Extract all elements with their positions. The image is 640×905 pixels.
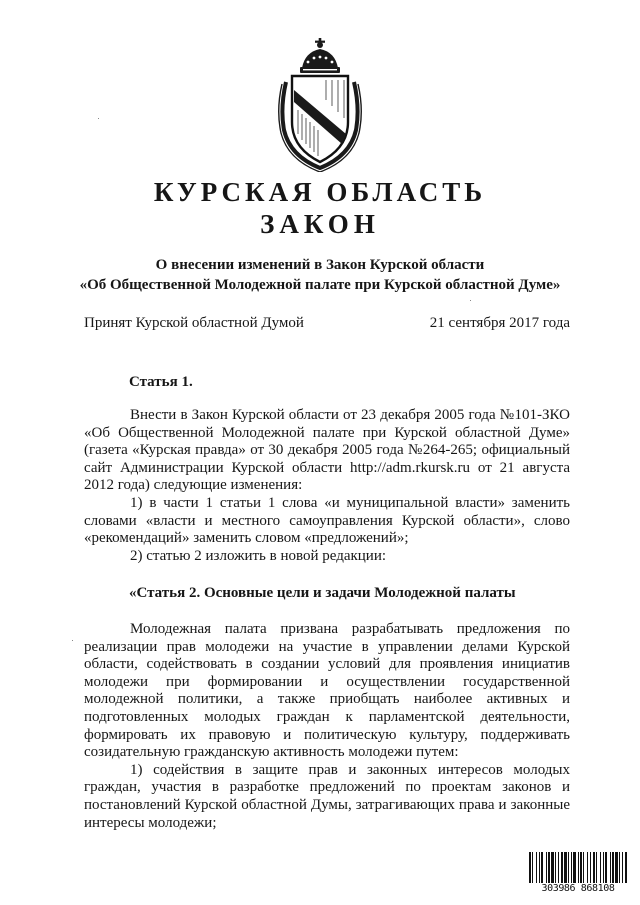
law-title-line: «Об Общественной Молодежной палате при Курской областной Думе»: [79, 277, 561, 293]
article-2-heading: «Статья 2. Основные цели и задачи Молодежной палаты: [129, 585, 516, 601]
scan-speck: [72, 640, 73, 641]
barcode-number: 303986 868108: [528, 883, 628, 894]
paragraph: Внести в Закон Курской области от 23 декабря 2005 года №101-ЗКО «Об Общественной Молодежной палате при Курской областной Думе» (газета «Курская правда» от 30 декабря 2005 года №264-265; официальный сайт Администрации Курской области http://adm.rkursk.ru от 21 августа 2012 года) следующие изменения:: [84, 407, 570, 494]
law-title-line: О внесении изменений в Закон Курской области: [155, 257, 485, 273]
document-type-heading: ЗАКОН: [260, 209, 380, 239]
scan-speck: [470, 300, 471, 301]
paragraph: 1) в части 1 статьи 1 слова «и муниципальной власти» заменить словами «власти и местного самоуправления Курской области», слово «рекомендаций» заменить словом «предложений»;: [84, 494, 570, 547]
paragraph: 2) статью 2 изложить в новой редакции:: [130, 547, 387, 564]
paragraph: 1) содействия в защите прав и законных интересов молодых граждан, участия в разработке предложений по проектам законов и постановлений Курской областной Думы, затрагивающих права и законные интересы молодежи;: [84, 761, 570, 831]
article-1-body: [84, 407, 570, 565]
coat-of-arms-emblem: [272, 38, 368, 172]
paragraph: Молодежная палата призвана разрабатывать предложения по реализации прав молодежи на участие в управлении делами Курской области, содействовать в создании условий для проявления инициатив молодежи при формировании и осуществлении государственной молодежной политики, а также приобщать наиболее активных и подготовленных молодых граждан к парламентской деятельности, формировать их правовую и политическую культуру, поддерживать созидательную гражданскую активность молодежи путем:: [84, 621, 570, 761]
adopted-by: Принят Курской областной Думой: [84, 315, 304, 331]
law-title: [60, 255, 580, 295]
adoption-date: 21 сентября 2017 года: [429, 315, 570, 331]
region-heading: КУРСКАЯ ОБЛАСТЬ: [153, 177, 487, 207]
article-1-heading: Статья 1.: [129, 374, 193, 390]
article-2-body: [84, 621, 570, 832]
scan-speck: [98, 118, 99, 119]
